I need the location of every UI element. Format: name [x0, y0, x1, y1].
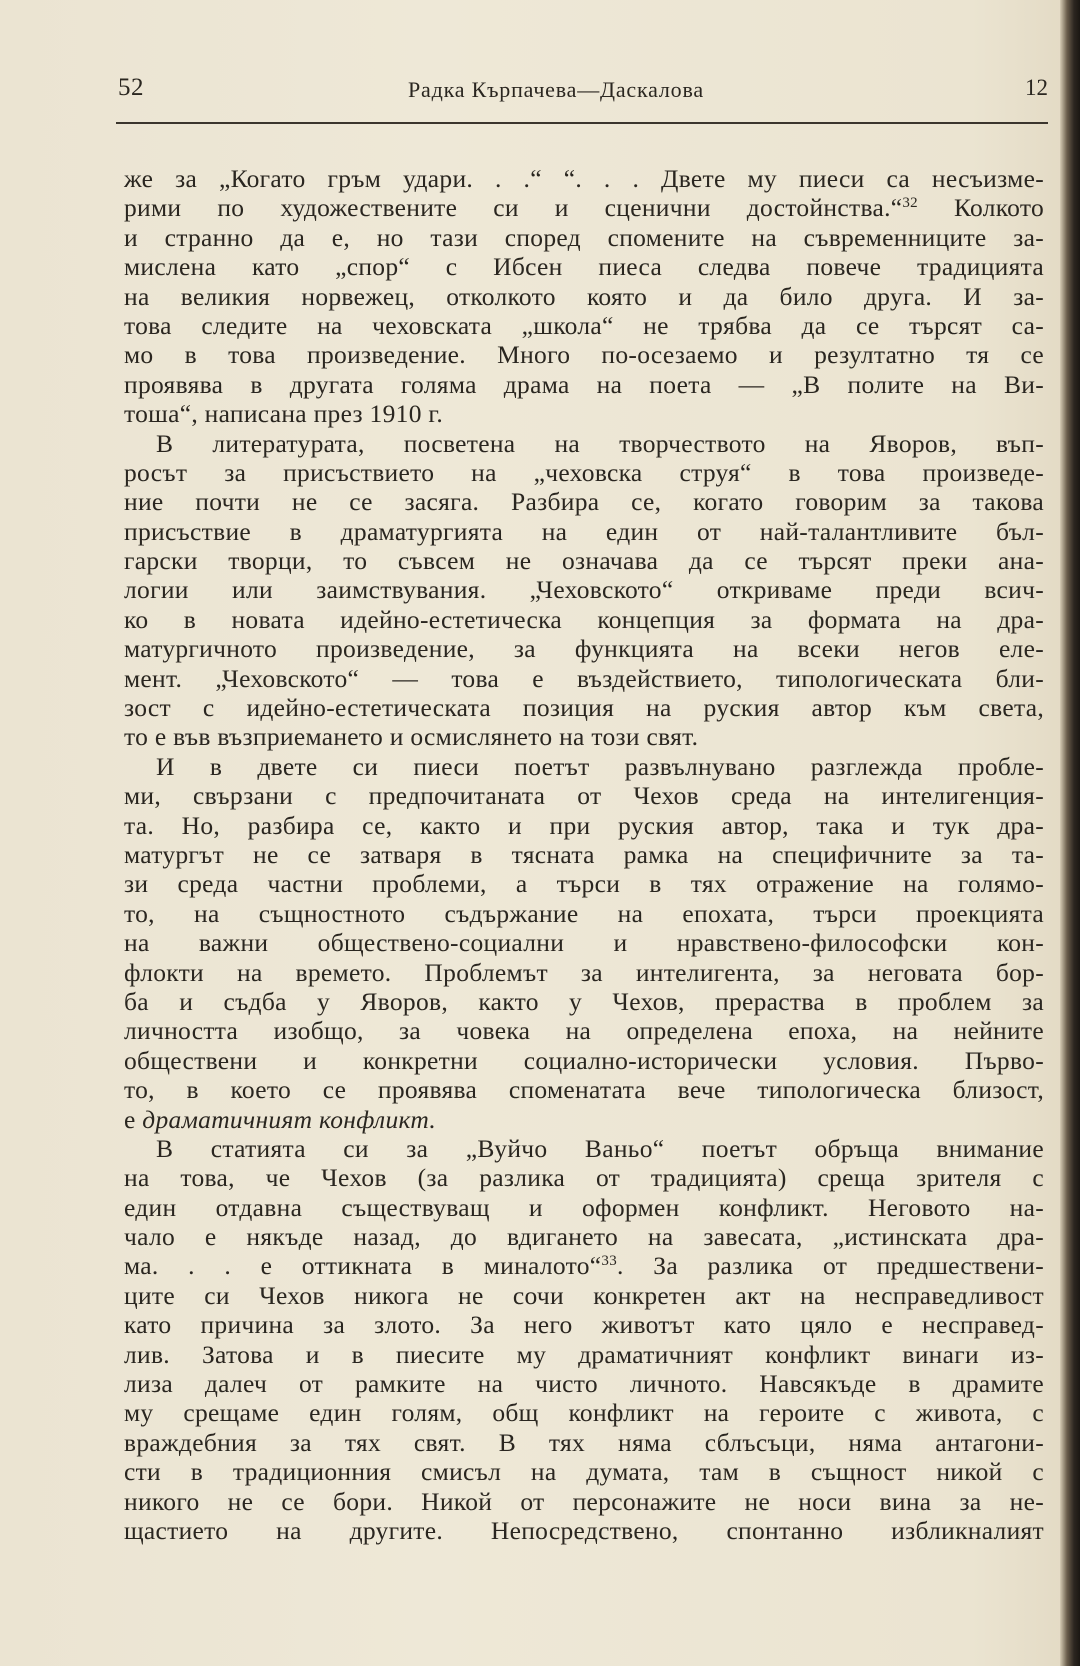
text-line — [124, 634, 1044, 663]
text-line-content: матургичното произведение, за функцията на всеки негов еле- — [124, 634, 1044, 664]
text-line-content: флокти на времето. Проблемът за интелигента, за неговата бор- — [124, 957, 1044, 987]
text-line-content: логии или заимствувания. „Чеховското“ откриваме преди всич- — [124, 575, 1044, 605]
text-line — [124, 1105, 1044, 1134]
text-line-content: никого не се бори. Никой от персонажите не носи вина за не- — [124, 1486, 1044, 1516]
text-line-content: зост с идейно-естетическата позиция на руския автор към света, — [124, 693, 1044, 723]
text-line — [124, 1075, 1044, 1104]
text-line-content: же за „Когато гръм удари. . .“ “. . . Двете му пиеси са несъизме- — [124, 164, 1044, 193]
text-line — [124, 1163, 1044, 1192]
header-rule — [116, 122, 1048, 124]
text-line — [124, 1193, 1044, 1222]
text-line — [124, 1369, 1044, 1398]
text-line-content: ма. . . е оттикната в миналото“ — [124, 1251, 602, 1281]
text-line — [124, 693, 1044, 722]
text-line-content: И в двете си пиеси поетът развълнувано разглежда пробле- — [156, 751, 1044, 781]
text-line — [124, 752, 1044, 781]
text-line-content: враждебния за тях свят. В тях няма сблъсъци, няма антагони- — [124, 1427, 1044, 1457]
text-line — [124, 811, 1044, 840]
text-line — [124, 487, 1044, 516]
text-line — [124, 1281, 1044, 1310]
text-line-content: то, на същностното съдържание на епохата, търси проекцията — [124, 898, 1044, 928]
text-line — [124, 546, 1044, 575]
text-line-content: мислена като „спор“ с Ибсен пиеса следва повече традицията — [124, 252, 1044, 282]
text-line-content: та. Но, разбира се, както и при руския автор, така и тук дра- — [124, 810, 1044, 840]
text-line-content: чало е някъде назад, до вдигането на завесата, „истинската дра- — [124, 1222, 1044, 1252]
text-line — [124, 840, 1044, 869]
text-line — [124, 252, 1044, 281]
text-line-content: като причина за злото. За него животът като цяло е несправед- — [124, 1310, 1044, 1340]
text-line — [124, 664, 1044, 693]
text-line — [124, 605, 1044, 634]
text-line — [124, 899, 1044, 928]
text-line — [124, 1016, 1044, 1045]
text-line — [124, 575, 1044, 604]
text-line-content: ба и съдба у Яворов, както у Чехов, прераства в проблем за — [124, 986, 1044, 1016]
text-line-content: обществени и конкретни социално-исторически условия. Първо- — [124, 1045, 1044, 1075]
text-line-content: присъствие в драматургията на един от най-талантливите бъл- — [124, 516, 1044, 546]
text-line — [124, 1340, 1044, 1369]
text-line — [124, 1134, 1044, 1163]
text-line — [124, 340, 1044, 369]
text-line-content: проявява в другата голяма драма на поета — „В полите на Ви- — [124, 369, 1044, 399]
text-line-content: то, в което се проявява споменатата вече типологическа близост, — [124, 1075, 1044, 1105]
text-line-content: мо в това произведение. Много по-осезаемо и резултатно тя се — [124, 340, 1044, 370]
text-line — [124, 282, 1044, 311]
text-line-content: на важни обществено-социални и нравствено-философски кон- — [124, 928, 1044, 958]
text-line-content: росът за присъствието на „чеховска струя“ в това произведе- — [124, 457, 1044, 487]
text-line-content: и странно да е, но тази според спомените на съвременниците за- — [124, 222, 1044, 252]
text-line-content: щастието на другите. Непосредствено, спонтанно избликналият — [124, 1515, 1044, 1545]
text-line-content: гарски творци, то съвсем не означава да се търсят преки ана- — [124, 546, 1044, 576]
text-line — [124, 1310, 1044, 1339]
text-line — [124, 1251, 1044, 1280]
text-line-content: му срещаме един голям, общ конфликт на героите с живота, с — [124, 1398, 1044, 1428]
text-line — [124, 1428, 1044, 1457]
footnote-reference: 32 — [902, 195, 918, 212]
text-line-content: зи среда частни проблеми, а търси в тях отражение на голямо- — [124, 869, 1044, 899]
text-line — [124, 1222, 1044, 1251]
text-line-content: това следите на чеховската „школа“ не трябва да се търсят са- — [124, 310, 1044, 340]
text-line-content: един отдавна съществуващ и оформен конфликт. Неговото на- — [124, 1192, 1044, 1222]
text-line — [124, 311, 1044, 340]
text-line — [124, 1516, 1044, 1545]
text-line-tail: . За разлика от предшествени- — [617, 1251, 1044, 1281]
running-title: Радка Кърпачева—Даскалова — [408, 77, 704, 102]
text-line-content: В литературата, посветена на творчеството на Яворов, въп- — [156, 428, 1044, 458]
text-line — [124, 987, 1044, 1016]
footnote-reference: 33 — [601, 1253, 618, 1270]
text-line — [124, 458, 1044, 487]
text-line-content: ние почти не се засяга. Разбира се, когато говорим за такова — [124, 487, 1044, 517]
text-line-content: на великия норвежец, отколкото която и да било друга. И за- — [124, 281, 1044, 311]
text-line-content: ците си Чехов никога не сочи конкретен акт на несправедливост — [124, 1280, 1044, 1310]
text-line — [124, 928, 1044, 957]
text-line-content: ко в новата идейно-естетическа концепция за формата на дра- — [124, 604, 1044, 634]
text-line-content: рими по художествените си и сценични достойнства.“ — [124, 193, 903, 223]
text-line — [124, 223, 1044, 252]
text-line-content: В статията си за „Вуйчо Ваньо“ поетът обръща внимание — [156, 1133, 1044, 1163]
emphasized-text: драматичният конфликт. — [142, 1104, 437, 1134]
page-header — [118, 74, 1048, 110]
text-line — [124, 869, 1044, 898]
text-line — [124, 370, 1044, 399]
text-line-content: лиза далеч от рамките на чисто личното. Навсякъде в драмите — [124, 1369, 1044, 1399]
text-line-tail: Колкото — [917, 193, 1044, 223]
text-line — [124, 781, 1044, 810]
text-line-content: на това, че Чехов (за разлика от традицията) среща зрителя с — [124, 1163, 1044, 1193]
text-line-content: е — [124, 1104, 143, 1134]
text-line — [124, 1487, 1044, 1516]
text-line — [124, 193, 1044, 222]
text-line — [124, 958, 1044, 987]
page-spine-edge — [1060, 0, 1080, 1666]
text-line — [124, 517, 1044, 546]
text-line-content: тоша“, написана през 1910 г. — [124, 399, 443, 429]
text-line — [124, 429, 1044, 458]
text-line — [124, 722, 1044, 751]
text-line-content: личността изобщо, за човека на определена епоха, на нейните — [124, 1016, 1044, 1046]
body-text — [124, 164, 1044, 1545]
text-line — [124, 1398, 1044, 1427]
text-line — [124, 1046, 1044, 1075]
text-line — [124, 1457, 1044, 1486]
chapter-number: 12 — [1025, 75, 1048, 100]
text-line — [124, 164, 1044, 193]
text-line-content: лив. Затова и в пиесите му драматичният конфликт винаги из- — [124, 1339, 1044, 1369]
text-line — [124, 399, 1044, 428]
text-line-content: то е във възприемането и осмислянето на този свят. — [124, 722, 699, 752]
text-line-content: мент. „Чеховското“ — това е въздействието, типологическата бли- — [124, 663, 1044, 693]
text-line-content: матургът не се затваря в тясната рамка на специфичните за та- — [124, 839, 1044, 869]
text-line-content: сти в традиционния смисъл на думата, там в същност никой с — [124, 1457, 1044, 1487]
text-line-content: ми, свързани с предпочитаната от Чехов среда на интелигенция- — [124, 781, 1044, 811]
page-number: 52 — [118, 74, 144, 101]
